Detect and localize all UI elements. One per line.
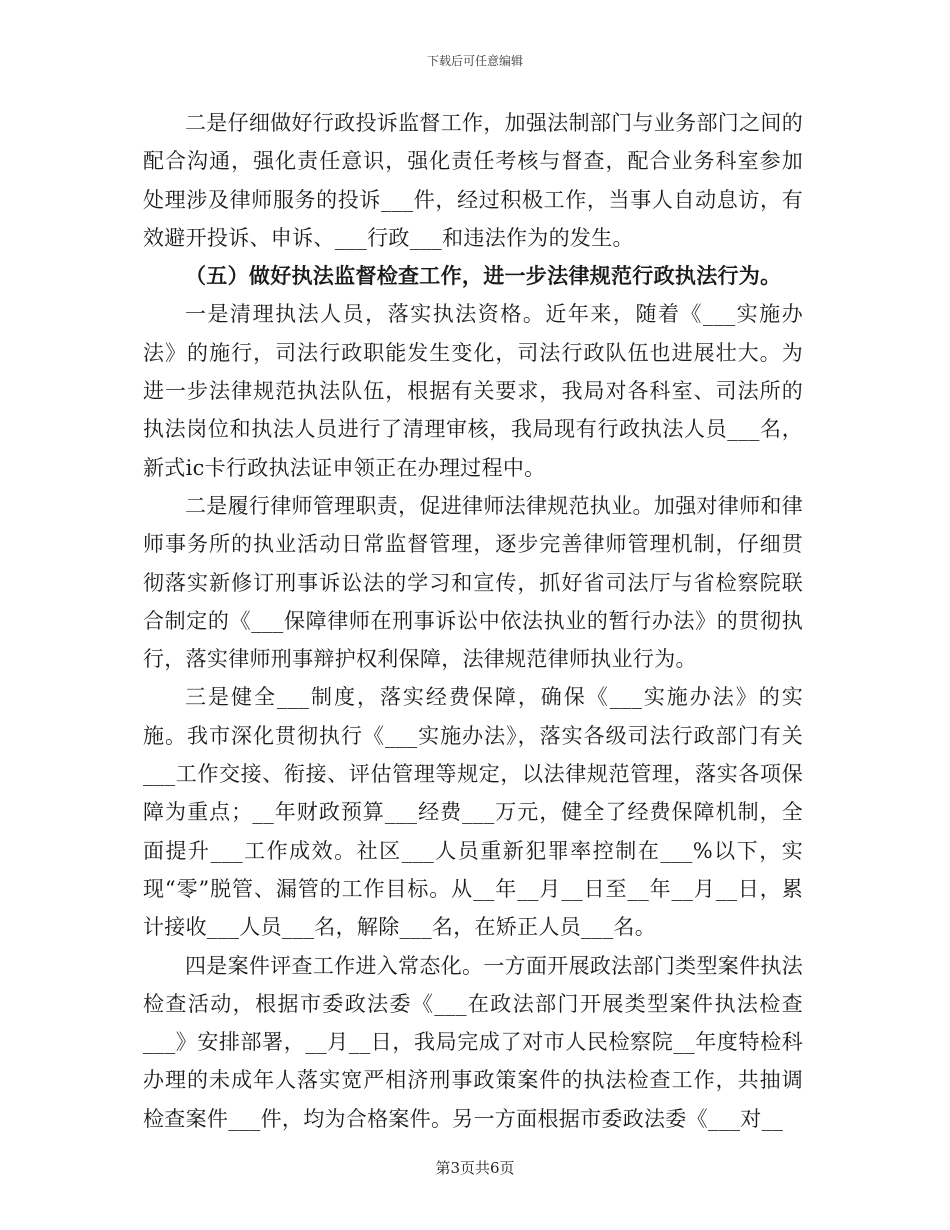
page-number-footer: 第3页共6页 <box>435 1159 515 1177</box>
paragraph-enforcement-personnel: 一是清理执法人员，落实执法资格。近年来，随着《___实施办法》的施行，司法行政职能发生变化，司法行政队伍也进展壮大。为进一步法律规范执法队伍，根据有关要求，我局对各科室、司法所的执法岗位和执法人员进行了清理审核，我局现有行政执法人员___名，新式ic卡行政执法证申领正在办理过程中。 <box>143 302 803 480</box>
paragraph-system-funding: 三是健全___制度，落实经费保障，确保《___实施办法》的实施。我市深化贯彻执行《___实施办法》，落实各级司法行政部门有关___工作交接、衔接、评估管理等规定，以法律规范管理，落实各项保障为重点；__年财政预算___经费___万元，健全了经费保障机制，全面提升___工作成效。社区___人员重新犯罪率控制在___%以下，实现“零”脱管、漏管的工作目标。从__年__月__日至__年__月__日，累计接收___人员___名，解除___名，在矫正人员___名。 <box>143 685 803 940</box>
section-heading-five: （五）做好执法监督检查工作，进一步法律规范行政执法行为。 <box>185 263 782 289</box>
paragraph-lawyer-management: 二是履行律师管理职责，促进律师法律规范执业。加强对律师和律师事务所的执业活动日常监督管理，逐步完善律师管理机制，仔细贯彻落实新修订刑事诉讼法的学习和宣传，抓好省司法厅与省检察院联合制定的《___保障律师在刑事诉讼中依法执业的暂行办法》的贯彻执行，落实律师刑事辩护权利保障，法律规范律师执业行为。 <box>143 493 803 672</box>
paragraph-case-review: 四是案件评查工作进入常态化。一方面开展政法部门类型案件执法检查活动，根据市委政法委《___在政法部门开展类型案件执法检查___》安排部署，__月__日，我局完成了对市人民检察院__年度特检科办理的未成年人落实宽严相济刑事政策案件的执法检查工作，共抽调检查案件___件，均为合格案件。另一方面根据市委政法委《___对__ <box>143 953 803 1131</box>
document-body <box>143 104 803 1138</box>
paragraph-complaint-supervision: 二是仔细做好行政投诉监督工作，加强法制部门与业务部门之间的配合沟通，强化责任意识，强化责任考核与督查，配合业务科室参加处理涉及律师服务的投诉___件，经过积极工作，当事人自动息访，有效避开投诉、申诉、___行政___和违法作为的发生。 <box>143 111 803 250</box>
page-header-note: 下载后可任意编辑 <box>426 54 523 68</box>
